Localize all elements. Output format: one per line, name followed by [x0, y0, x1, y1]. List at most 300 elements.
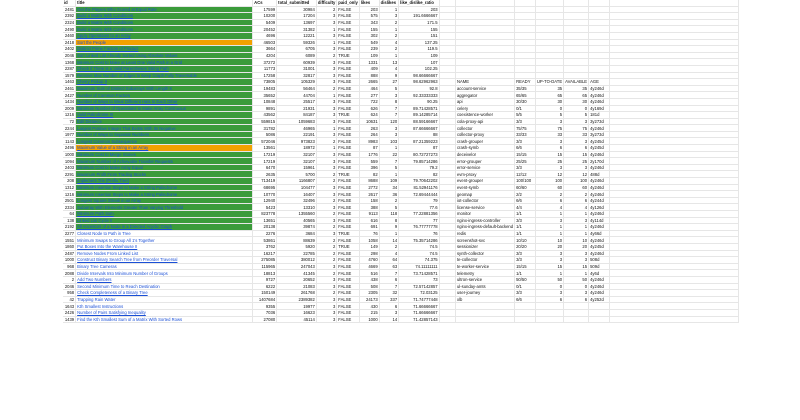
submitted-cell[interactable]: 2389382	[277, 296, 317, 303]
pod-age-cell[interactable]: 4y246d	[589, 237, 609, 244]
likes-cell[interactable]: 158	[359, 197, 379, 204]
acs-cell[interactable]: 6222	[253, 283, 277, 290]
pod-age-cell[interactable]: 4y246d	[589, 164, 609, 171]
empty-cell[interactable]	[609, 230, 738, 237]
empty-cell[interactable]	[589, 72, 609, 79]
title-link[interactable]: Implement Trie (Prefix Tree)	[76, 178, 253, 185]
empty-cell[interactable]	[589, 309, 609, 316]
likes-cell[interactable]: 464	[359, 85, 379, 92]
pod-ready-cell[interactable]: 1/1	[515, 211, 536, 218]
empty-cell[interactable]	[609, 105, 738, 112]
paid-only-cell[interactable]: FALSE	[337, 13, 360, 20]
id-cell[interactable]: 2460	[64, 33, 75, 39]
empty-cell[interactable]	[564, 72, 589, 79]
difficulty-cell[interactable]: 3	[316, 230, 336, 237]
title-link[interactable]: Number of Pairs Satisfying Inequality	[76, 309, 253, 316]
ratio-cell[interactable]: 72.69444444	[399, 191, 439, 198]
dislikes-cell[interactable]: 9	[379, 72, 399, 79]
ratio-cell[interactable]: 81.52941176	[399, 184, 439, 191]
empty-cell[interactable]	[609, 6, 738, 13]
empty-cell[interactable]	[439, 191, 455, 198]
empty-cell[interactable]	[589, 52, 609, 59]
empty-cell[interactable]	[515, 316, 536, 323]
pod-available-cell[interactable]: 30	[564, 98, 589, 105]
paid-only-cell[interactable]: FALSE	[337, 46, 360, 53]
paid-only-cell[interactable]: FALSE	[337, 263, 360, 270]
likes-cell[interactable]: 1331	[359, 59, 379, 66]
submitted-cell[interactable]: 32496	[277, 197, 317, 204]
difficulty-cell[interactable]: 1	[316, 145, 336, 152]
acs-cell[interactable]: 10770	[253, 191, 277, 198]
title-link[interactable]: Construct Binary Search Tree from Preorder Traversal	[76, 257, 253, 264]
id-cell[interactable]: 2009	[64, 105, 75, 111]
empty-cell[interactable]	[535, 39, 563, 46]
difficulty-cell[interactable]: 2	[316, 85, 336, 92]
likes-cell[interactable]: 624	[359, 112, 379, 119]
ratio-cell[interactable]: 77	[399, 217, 439, 224]
ratio-cell[interactable]: 98.62962963	[399, 79, 439, 86]
submitted-cell[interactable]: 41345	[277, 270, 317, 277]
pod-ready-cell[interactable]: 3/3	[515, 217, 536, 224]
id-cell[interactable]: 2291	[64, 171, 75, 177]
title-link[interactable]: Maximum Profit From Trading Stocks	[76, 171, 253, 178]
empty-cell[interactable]	[564, 52, 589, 59]
id-cell[interactable]: 2244	[64, 125, 75, 131]
empty-cell[interactable]	[535, 19, 563, 26]
acs-cell[interactable]: 2276	[253, 230, 277, 237]
title-link[interactable]: Number of Common Factors	[76, 92, 253, 99]
pod-available-cell[interactable]: 6	[564, 296, 589, 303]
pod-available-cell[interactable]: 5	[564, 112, 589, 119]
empty-cell[interactable]	[609, 270, 738, 277]
empty-cell[interactable]	[609, 296, 738, 303]
difficulty-cell[interactable]: 2	[316, 6, 336, 13]
difficulty-cell[interactable]: 3	[316, 184, 336, 191]
id-cell[interactable]: 2490	[64, 26, 75, 32]
paid-only-cell[interactable]: FALSE	[337, 290, 360, 297]
submitted-cell[interactable]: 19977	[277, 303, 317, 310]
empty-cell[interactable]	[609, 204, 738, 211]
empty-cell[interactable]	[439, 52, 455, 59]
empty-cell[interactable]	[455, 65, 514, 72]
pod-available-cell[interactable]: 1	[564, 270, 589, 277]
pod-available-cell[interactable]: 60	[564, 184, 589, 191]
pod-uptodate-cell[interactable]: 1	[535, 211, 563, 218]
pod-available-cell[interactable]: 33	[564, 131, 589, 138]
id-cell[interactable]: 2392	[64, 13, 75, 19]
id-cell[interactable]: 1000	[64, 151, 75, 157]
pod-age-cell[interactable]: 4y246d	[589, 85, 609, 92]
submitted-cell[interactable]: 3684	[277, 230, 317, 237]
pod-age-cell[interactable]: 488d	[589, 171, 609, 178]
pod-header-uptodate[interactable]: UP-TO-DATE	[536, 79, 563, 85]
empty-cell[interactable]	[609, 224, 738, 231]
difficulty-cell[interactable]: 2	[316, 224, 336, 231]
difficulty-cell[interactable]: 3	[316, 303, 336, 310]
pod-ready-cell[interactable]: 25/25	[515, 158, 536, 165]
likes-cell[interactable]: 82	[359, 171, 379, 178]
empty-cell[interactable]	[609, 131, 738, 138]
pod-age-cell[interactable]: 4y246d	[589, 98, 609, 105]
empty-cell[interactable]	[535, 309, 563, 316]
pod-name-cell[interactable]: account-service	[455, 85, 514, 92]
submitted-cell[interactable]: 40565	[277, 217, 317, 224]
empty-cell[interactable]	[455, 316, 514, 323]
acs-cell[interactable]: 73805	[253, 79, 277, 86]
id-cell[interactable]: 2403	[64, 165, 75, 171]
empty-cell[interactable]	[439, 118, 455, 125]
ratio-cell[interactable]: 151	[399, 32, 439, 39]
pod-uptodate-cell[interactable]: 3	[535, 217, 563, 224]
title-link[interactable]: Get the Players Who Scored at Equal Rate	[76, 6, 253, 13]
ratio-cell[interactable]: 76	[399, 230, 439, 237]
pod-age-cell[interactable]: 4y246d	[589, 290, 609, 297]
title-link[interactable]: Sort the People	[76, 39, 253, 46]
pod-name-cell[interactable]: aggregator	[455, 92, 514, 99]
empty-cell[interactable]	[455, 26, 514, 33]
empty-cell[interactable]	[609, 46, 738, 53]
title-link[interactable]: Cherry Pickup II	[76, 79, 253, 86]
paid-only-cell[interactable]: FALSE	[337, 283, 360, 290]
likes-cell[interactable]: 2772	[359, 184, 379, 191]
ratio-cell[interactable]: 119.5	[399, 46, 439, 53]
pod-age-cell[interactable]: 3y273d	[589, 118, 609, 125]
likes-cell[interactable]: 549	[359, 39, 379, 46]
id-cell[interactable]: 2461	[64, 86, 75, 92]
likes-cell[interactable]: 430	[359, 303, 379, 310]
empty-cell[interactable]	[439, 243, 455, 250]
empty-cell[interactable]	[455, 32, 514, 39]
pod-ready-cell[interactable]: 3/3	[515, 250, 536, 257]
paid-only-cell[interactable]: FALSE	[337, 145, 360, 152]
pod-name-cell[interactable]: screenshot-svc	[455, 237, 514, 244]
likes-cell[interactable]: 87	[359, 145, 379, 152]
pod-uptodate-cell[interactable]: 1	[535, 270, 563, 277]
submitted-cell[interactable]: 18972	[277, 145, 317, 152]
paid-only-cell[interactable]: FALSE	[337, 79, 360, 86]
id-cell[interactable]: 208	[63, 178, 76, 185]
acs-cell[interactable]: 17599	[253, 6, 277, 13]
title-link[interactable]: Maximum Sum of Distinct Subarrays With Length K	[76, 85, 253, 92]
submitted-cell[interactable]: 32107	[277, 158, 317, 165]
empty-cell[interactable]	[455, 46, 514, 53]
title-link[interactable]: Minimum Number of Operations to Make Array Continuous	[76, 105, 253, 112]
title-link[interactable]: Kth Smallest Instructions	[76, 303, 253, 310]
acs-cell[interactable]: 10200	[253, 13, 277, 20]
empty-cell[interactable]	[535, 52, 563, 59]
ratio-cell[interactable]: 74.11111111	[399, 263, 439, 270]
ratio-cell[interactable]: 109	[399, 52, 439, 59]
empty-cell[interactable]	[455, 13, 514, 20]
empty-cell[interactable]	[589, 65, 609, 72]
paid-only-cell[interactable]: TRUE	[337, 230, 360, 237]
empty-cell[interactable]	[439, 224, 455, 231]
likes-cell[interactable]: 302	[359, 32, 379, 39]
pod-uptodate-cell[interactable]: 6	[535, 145, 563, 152]
pod-available-cell[interactable]: 65	[564, 92, 589, 99]
paid-only-cell[interactable]: FALSE	[337, 316, 360, 323]
pod-age-cell[interactable]: 2y170d	[589, 158, 609, 165]
likes-cell[interactable]: 8983	[359, 138, 379, 145]
difficulty-cell[interactable]: 2	[316, 257, 336, 264]
paid-only-cell[interactable]: FALSE	[337, 270, 360, 277]
empty-cell[interactable]	[564, 19, 589, 26]
id-cell[interactable]: 1579	[64, 72, 75, 78]
id-cell[interactable]: 1312	[64, 184, 75, 190]
dislikes-cell[interactable]: 34	[379, 184, 399, 191]
empty-cell[interactable]	[439, 46, 455, 53]
submitted-cell[interactable]: 22191	[277, 131, 317, 138]
acs-cell[interactable]: 1407684	[253, 296, 277, 303]
likes-cell[interactable]: 9113	[359, 211, 379, 218]
paid-only-cell[interactable]: FALSE	[337, 204, 360, 211]
title-link[interactable]: Divide Intervals Into Minimum Number of Groups	[76, 270, 253, 277]
submitted-cell[interactable]: 1166807	[277, 178, 317, 185]
empty-cell[interactable]	[515, 46, 536, 53]
pod-age-cell[interactable]: 4y245d	[589, 145, 609, 152]
empty-cell[interactable]	[439, 303, 455, 310]
pod-uptodate-cell[interactable]: 5	[535, 112, 563, 119]
paid-only-cell[interactable]: FALSE	[337, 178, 360, 185]
title-link[interactable]: Longest Common Subsequence	[76, 138, 253, 145]
empty-cell[interactable]	[439, 39, 455, 46]
difficulty-cell[interactable]: 2	[316, 138, 336, 145]
dislikes-cell[interactable]: 7	[379, 158, 399, 165]
likes-cell[interactable]: 616	[359, 217, 379, 224]
submitted-cell[interactable]: 88639	[277, 237, 317, 244]
empty-cell[interactable]	[535, 13, 563, 20]
empty-cell[interactable]	[439, 316, 455, 323]
empty-cell[interactable]	[439, 184, 455, 191]
pod-ready-cell[interactable]: 15/15	[515, 151, 536, 158]
difficulty-cell[interactable]: 3	[316, 263, 336, 270]
title-link[interactable]: Trapping Rain Water	[76, 296, 253, 303]
likes-cell[interactable]: 626	[359, 105, 379, 112]
submitted-cell[interactable]: 39874	[277, 224, 317, 231]
submitted-cell[interactable]: 1355560	[277, 211, 317, 218]
pod-uptodate-cell[interactable]: 10	[535, 237, 563, 244]
empty-cell[interactable]	[589, 6, 609, 13]
id-cell[interactable]: 2	[63, 276, 76, 283]
paid-only-cell[interactable]: FALSE	[337, 296, 360, 303]
empty-cell[interactable]	[589, 26, 609, 33]
ratio-cell[interactable]: 73	[399, 276, 439, 283]
dislikes-cell[interactable]: 7	[379, 283, 399, 290]
ratio-cell[interactable]: 79.85714286	[399, 158, 439, 165]
likes-cell[interactable]: 888	[359, 72, 379, 79]
acs-cell[interactable]: 6470	[253, 164, 277, 171]
pod-name-cell[interactable]: nginx-ingress-default-backend	[456, 224, 514, 230]
title-link[interactable]: Add Two Numbers	[76, 276, 253, 283]
pod-uptodate-cell[interactable]: 0	[535, 105, 563, 112]
id-cell[interactable]: 2287	[64, 66, 75, 72]
paid-only-cell[interactable]: FALSE	[337, 65, 360, 72]
id-cell[interactable]: 2481	[64, 6, 75, 12]
title-link[interactable]: Check if There is a Valid Parentheses String Path	[76, 65, 253, 72]
empty-cell[interactable]	[564, 303, 589, 310]
difficulty-cell[interactable]: 3	[316, 105, 336, 112]
paid-only-cell[interactable]: FALSE	[337, 32, 360, 39]
ratio-cell[interactable]: 191.6666667	[399, 13, 439, 20]
paid-only-cell[interactable]: FALSE	[337, 250, 360, 257]
dislikes-cell[interactable]: 7	[379, 270, 399, 277]
dislikes-cell[interactable]: 13	[379, 59, 399, 66]
difficulty-cell[interactable]: 3	[316, 204, 336, 211]
empty-cell[interactable]	[515, 59, 536, 66]
acs-cell[interactable]: 11773	[253, 65, 277, 72]
dislikes-cell[interactable]: 8	[379, 217, 399, 224]
empty-cell[interactable]	[589, 316, 609, 323]
difficulty-cell[interactable]: 3	[316, 13, 336, 20]
id-cell[interactable]: 2426	[64, 310, 75, 316]
id-cell[interactable]: 1977	[64, 132, 75, 138]
pod-uptodate-cell[interactable]: 25	[535, 158, 563, 165]
empty-cell[interactable]	[589, 46, 609, 53]
pod-uptodate-cell[interactable]: 4	[535, 204, 563, 211]
ratio-cell[interactable]: 87	[399, 145, 439, 152]
id-cell[interactable]: 1439	[64, 316, 75, 322]
empty-cell[interactable]	[609, 263, 738, 270]
ratio-cell[interactable]: 79.70642202	[399, 178, 439, 185]
submitted-cell[interactable]: 20652	[277, 276, 317, 283]
acs-cell[interactable]: 27080	[253, 316, 277, 323]
empty-cell[interactable]	[564, 59, 589, 66]
id-cell[interactable]: 1463	[64, 79, 75, 85]
pod-ready-cell[interactable]: 4/4	[515, 204, 536, 211]
paid-only-cell[interactable]: FALSE	[337, 237, 360, 244]
empty-cell[interactable]	[439, 290, 455, 297]
acs-cell[interactable]: 7036	[253, 309, 277, 316]
pod-name-cell[interactable]: deceivelor	[455, 151, 514, 158]
title-link[interactable]: Put Boxes Into the Warehouse II	[76, 243, 253, 250]
empty-cell[interactable]	[515, 26, 536, 33]
pod-ready-cell[interactable]: 6/6	[515, 145, 536, 152]
empty-cell[interactable]	[439, 217, 455, 224]
title-link[interactable]: Find the Kth Smallest Sum of a Matrix With Sorted Rows	[76, 316, 253, 323]
pod-available-cell[interactable]: 6	[564, 145, 589, 152]
empty-cell[interactable]	[564, 46, 589, 53]
pod-uptodate-cell[interactable]: 2	[535, 191, 563, 198]
pod-ready-cell[interactable]: 15/15	[515, 263, 536, 270]
pod-ready-cell[interactable]: 3/3	[515, 138, 536, 145]
acs-cell[interactable]: 10848	[253, 98, 277, 105]
ratio-cell[interactable]: 80.72727273	[399, 151, 439, 158]
difficulty-cell[interactable]: 3	[316, 283, 336, 290]
empty-cell[interactable]	[609, 276, 738, 283]
empty-cell[interactable]	[609, 151, 738, 158]
empty-cell[interactable]	[609, 309, 738, 316]
likes-cell[interactable]: 8688	[359, 178, 379, 185]
paid-only-cell[interactable]: FALSE	[337, 125, 360, 132]
empty-cell[interactable]	[535, 32, 563, 39]
empty-cell[interactable]	[609, 257, 738, 264]
likes-cell[interactable]: 76	[359, 230, 379, 237]
difficulty-cell[interactable]: 3	[316, 316, 336, 323]
ratio-cell[interactable]: 87.66666667	[399, 125, 439, 132]
title-link[interactable]: Sort Linked List Already Sorted Using Absolute Values	[76, 52, 253, 59]
empty-cell[interactable]	[609, 92, 738, 99]
likes-cell[interactable]: 263	[359, 125, 379, 132]
empty-cell[interactable]	[609, 13, 738, 20]
title-link[interactable]: Minimum Insertion Steps to Make a String Palindrome	[76, 184, 253, 191]
ratio-cell[interactable]: 155	[399, 26, 439, 33]
empty-cell[interactable]	[515, 39, 536, 46]
id-cell[interactable]: 1643	[64, 303, 75, 309]
acs-cell[interactable]: 572046	[253, 138, 277, 145]
id-cell[interactable]: 2496	[64, 145, 75, 151]
pod-available-cell[interactable]: 0	[564, 283, 589, 290]
submitted-cell[interactable]: 32107	[277, 151, 317, 158]
ratio-cell[interactable]: 88	[399, 131, 439, 138]
dislikes-cell[interactable]: 8	[379, 98, 399, 105]
difficulty-cell[interactable]: 3	[316, 98, 336, 105]
pod-uptodate-cell[interactable]: 12	[535, 171, 563, 178]
header-cell[interactable]: title	[76, 0, 253, 6]
difficulty-cell[interactable]: 2	[316, 270, 336, 277]
acs-cell[interactable]: 9355	[253, 303, 277, 310]
pod-age-cell[interactable]: 4y126d	[589, 204, 609, 211]
header-cell[interactable]: like_dislike_ratio	[399, 0, 439, 6]
id-cell[interactable]: 2192	[64, 224, 75, 230]
difficulty-cell[interactable]: 2	[316, 237, 336, 244]
pod-uptodate-cell[interactable]: 3	[535, 164, 563, 171]
empty-cell[interactable]	[609, 158, 738, 165]
pod-name-cell[interactable]: telemetry	[455, 270, 514, 277]
pod-age-cell[interactable]: 4y246d	[589, 276, 609, 283]
empty-cell[interactable]	[609, 39, 738, 46]
pod-available-cell[interactable]: 4	[564, 204, 589, 211]
header-cell[interactable]: likes	[359, 0, 379, 6]
pod-age-cell[interactable]: 4y245d	[589, 243, 609, 250]
pod-age-cell[interactable]: 4y246d	[589, 224, 609, 231]
submitted-cell[interactable]: 5920	[277, 243, 317, 250]
empty-cell[interactable]	[535, 26, 563, 33]
dislikes-cell[interactable]: 5	[379, 164, 399, 171]
acs-cell[interactable]: 20452	[253, 26, 277, 33]
likes-cell[interactable]: 4760	[359, 257, 379, 264]
submitted-cell[interactable]: 6705	[277, 46, 317, 53]
submitted-cell[interactable]: 25517	[277, 98, 317, 105]
ratio-cell[interactable]: 102.25	[399, 65, 439, 72]
ratio-cell[interactable]: 171.5	[399, 19, 439, 26]
header-cell[interactable]: ACs	[253, 0, 277, 6]
difficulty-cell[interactable]: 2	[316, 52, 336, 59]
likes-cell[interactable]: 24173	[359, 296, 379, 303]
pod-uptodate-cell[interactable]: 0	[535, 283, 563, 290]
submitted-cell[interactable]: 261768	[277, 290, 317, 297]
pod-ready-cell[interactable]: 3/3	[515, 290, 536, 297]
dislikes-cell[interactable]: 3	[379, 309, 399, 316]
paid-only-cell[interactable]: TRUE	[337, 52, 360, 59]
empty-cell[interactable]	[609, 191, 738, 198]
dislikes-cell[interactable]: 3	[379, 13, 399, 20]
title-link[interactable]: Minimum Insertion Steps to Make a String Palindrome	[76, 191, 253, 198]
empty-cell[interactable]	[609, 211, 738, 218]
acs-cell[interactable]: 5086	[253, 131, 277, 138]
paid-only-cell[interactable]: TRUE	[337, 171, 360, 178]
pod-available-cell[interactable]: 3	[564, 217, 589, 224]
id-cell[interactable]: 1000	[64, 257, 75, 263]
id-cell[interactable]: 2427	[64, 92, 75, 98]
dislikes-cell[interactable]: 109	[379, 178, 399, 185]
empty-cell[interactable]	[609, 237, 738, 244]
pod-ready-cell[interactable]: 5/5	[515, 112, 536, 119]
empty-cell[interactable]	[439, 19, 455, 26]
empty-cell[interactable]	[515, 65, 536, 72]
pod-age-cell[interactable]: 4y66d	[589, 230, 609, 237]
dislikes-cell[interactable]: 4	[379, 250, 399, 257]
submitted-cell[interactable]: 22785	[277, 250, 317, 257]
